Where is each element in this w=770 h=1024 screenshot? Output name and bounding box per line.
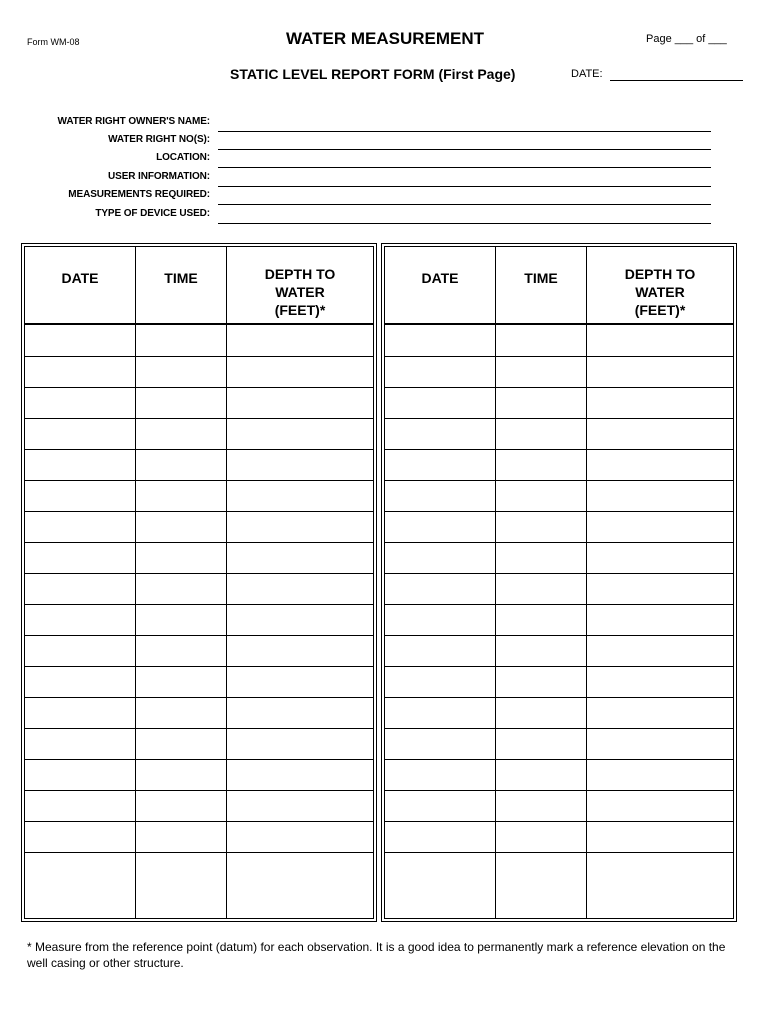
table-row-divider xyxy=(385,821,733,822)
table-body-right xyxy=(384,246,734,919)
table-row-divider xyxy=(385,449,733,450)
table-row-divider xyxy=(385,852,733,853)
header-time: TIME xyxy=(524,270,558,286)
table-row-divider xyxy=(25,511,373,512)
table-row-divider xyxy=(25,604,373,605)
table-row-divider xyxy=(25,356,373,357)
table-row-divider xyxy=(385,728,733,729)
location-field[interactable] xyxy=(218,167,711,168)
column-divider xyxy=(495,247,496,918)
date-field[interactable] xyxy=(610,80,743,81)
table-header-right xyxy=(385,247,733,325)
column-divider xyxy=(226,247,227,918)
table-row-divider xyxy=(25,635,373,636)
table-row-divider xyxy=(385,418,733,419)
table-row-divider xyxy=(25,542,373,543)
info-label-user: USER INFORMATION: xyxy=(108,171,210,182)
header-depth: DEPTH TO WATER (FEET)* xyxy=(264,266,336,318)
table-row-divider xyxy=(385,697,733,698)
table-row-divider xyxy=(25,387,373,388)
table-row-divider xyxy=(385,542,733,543)
header-depth: DEPTH TO WATER (FEET)* xyxy=(624,266,696,318)
info-label-water-right: WATER RIGHT NO(S): xyxy=(108,134,210,145)
measurement-table-right xyxy=(381,243,737,922)
table-row-divider xyxy=(385,356,733,357)
table-row-divider xyxy=(25,821,373,822)
column-divider xyxy=(135,247,136,918)
table-row-divider xyxy=(25,790,373,791)
owner-name-field[interactable] xyxy=(218,131,711,132)
table-row-divider xyxy=(25,418,373,419)
user-info-field[interactable] xyxy=(218,186,711,187)
table-row-divider xyxy=(25,697,373,698)
table-row-divider xyxy=(25,759,373,760)
table-header-left xyxy=(25,247,373,325)
water-right-field[interactable] xyxy=(218,149,711,150)
device-field[interactable] xyxy=(218,223,711,224)
measurements-field[interactable] xyxy=(218,204,711,205)
table-row-divider xyxy=(385,573,733,574)
table-row-divider xyxy=(385,511,733,512)
table-row-divider xyxy=(385,604,733,605)
form-subtitle: STATIC LEVEL REPORT FORM (First Page) xyxy=(230,66,516,82)
table-row-divider xyxy=(25,666,373,667)
table-row-divider xyxy=(25,728,373,729)
table-row-divider xyxy=(385,387,733,388)
table-row-divider xyxy=(385,666,733,667)
column-divider xyxy=(586,247,587,918)
header-date: DATE xyxy=(61,270,99,286)
info-label-device: TYPE OF DEVICE USED: xyxy=(95,208,210,219)
footnote: * Measure from the reference point (datum) for each observation. It is a good idea to permanently mark a reference elevation on the well casing or other structure. xyxy=(27,940,726,970)
table-row-divider xyxy=(25,449,373,450)
header-date: DATE xyxy=(421,270,459,286)
page-title: WATER MEASUREMENT xyxy=(285,29,484,48)
form-number: Form WM-08 xyxy=(27,37,80,47)
page-indicator: Page ___ of ___ xyxy=(646,33,727,45)
table-row-divider xyxy=(385,759,733,760)
table-body-left xyxy=(24,246,374,919)
measurement-table-left xyxy=(21,243,377,922)
info-label-measurements: MEASUREMENTS REQUIRED: xyxy=(68,189,210,200)
date-label: DATE: xyxy=(571,68,603,80)
table-row-divider xyxy=(385,635,733,636)
info-label-owner: WATER RIGHT OWNER'S NAME: xyxy=(57,116,210,127)
header-time: TIME xyxy=(164,270,198,286)
table-row-divider xyxy=(385,480,733,481)
info-label-location: LOCATION: xyxy=(156,152,210,163)
table-row-divider xyxy=(25,480,373,481)
table-row-divider xyxy=(385,790,733,791)
table-row-divider xyxy=(25,573,373,574)
table-row-divider xyxy=(25,852,373,853)
